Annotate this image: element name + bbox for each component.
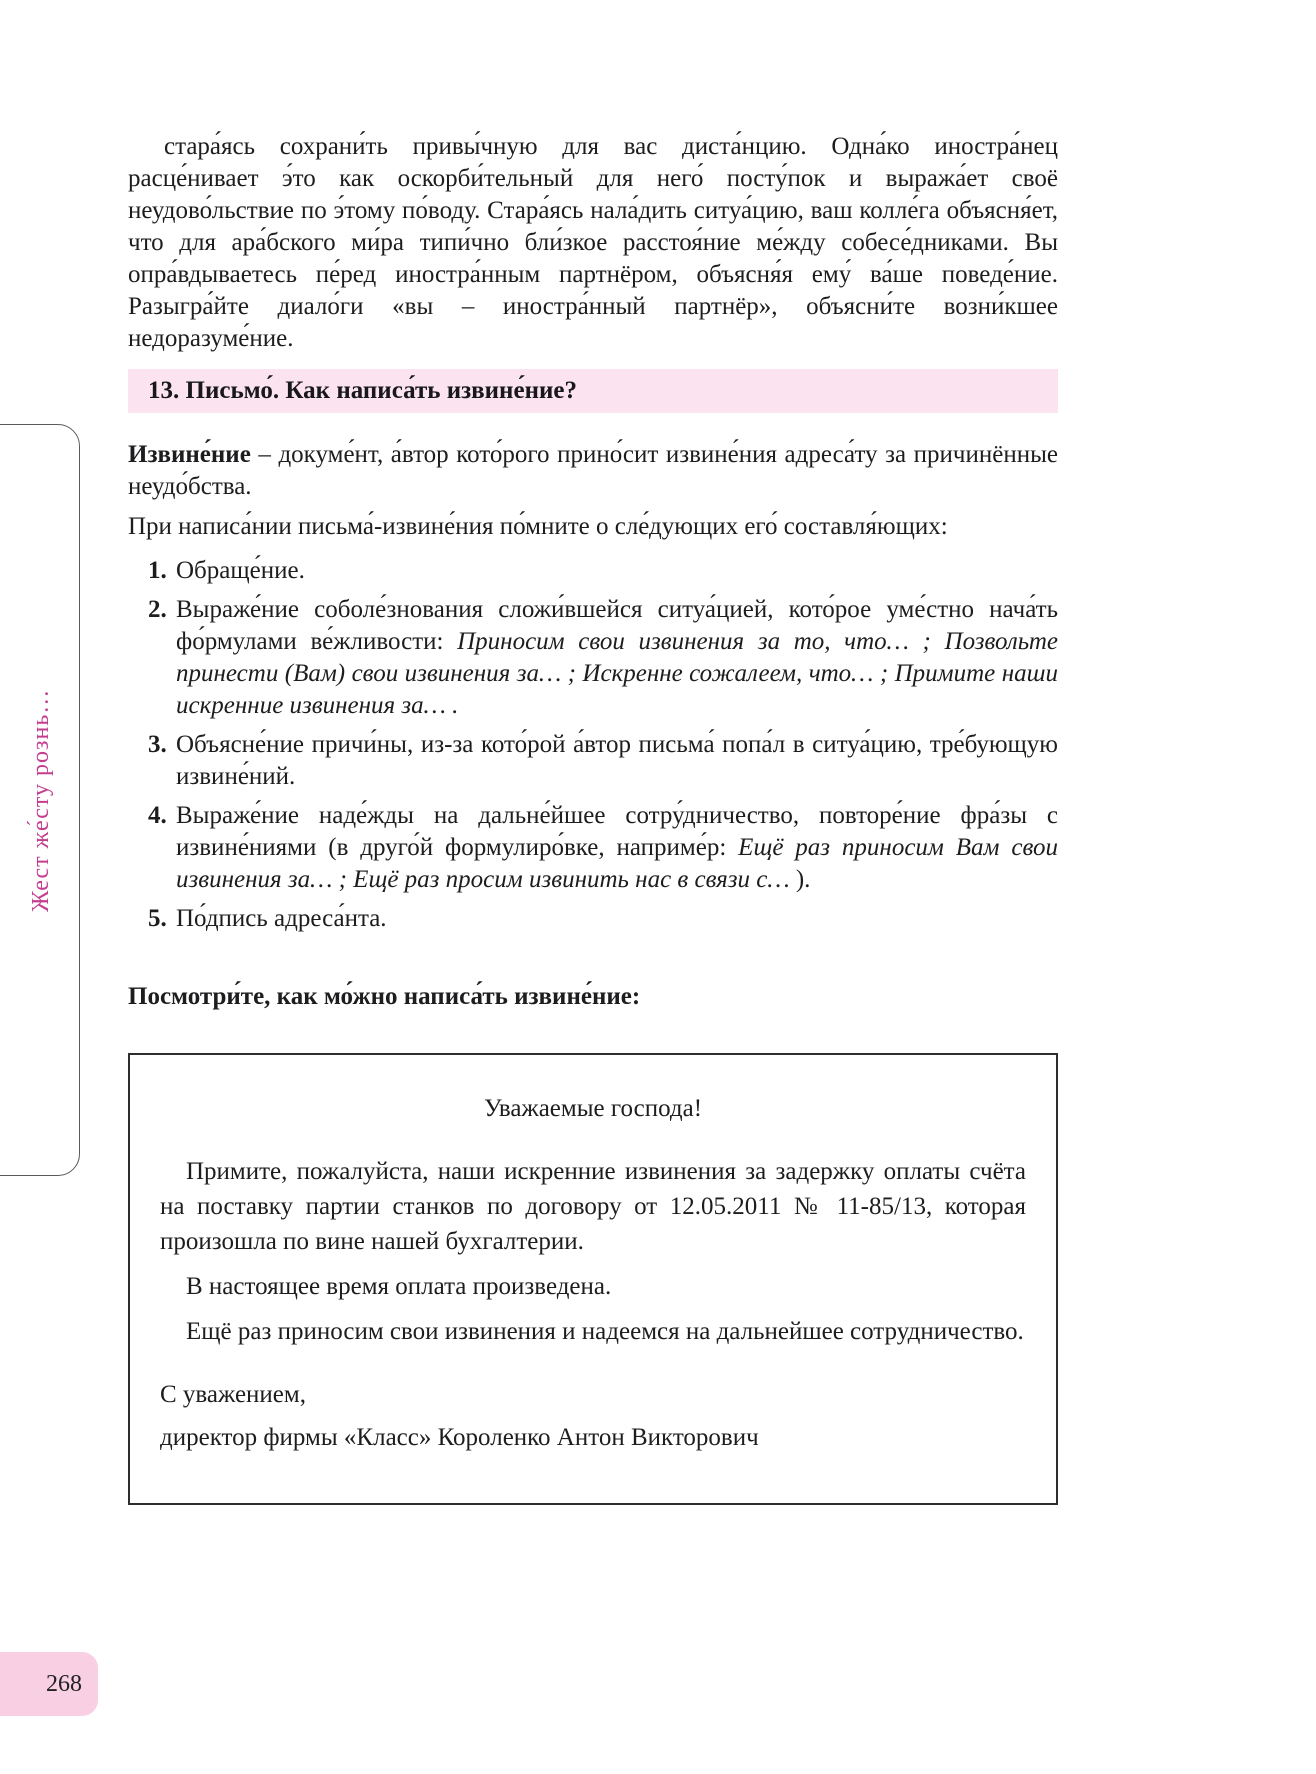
list-item-run: Обраще́ние. [176, 557, 305, 584]
list-item-number: 5. [148, 905, 167, 932]
list-item [148, 729, 1058, 793]
list-item-text [176, 555, 1058, 587]
section-heading-band [128, 369, 1058, 413]
list-item-run-italic: Приносим свои извинения за то, что… ; Позвольте принести (Вам) свои извинения за… ; Искренне сожалеем, что… ; Примите наши искренние извинения за… . [176, 628, 1059, 719]
page-number: 268 [46, 1670, 82, 1697]
sample-letter-box [128, 1053, 1058, 1505]
list-item-run-italic: Ещё раз приносим Вам свои извинения за… ; Ещё раз просим извинить нас в связи с… [176, 834, 1059, 893]
list-item-text [176, 800, 1058, 896]
letter-closing: С уважением, [160, 1381, 306, 1408]
list-item [148, 555, 1058, 587]
list-item-run: Объясне́ние причи́ны, из-за кото́рой а́втор письма́ попа́л в ситуа́цию, тре́бующую извине́ний. [176, 731, 1058, 790]
main-text-column [128, 0, 1058, 1505]
list-item [148, 903, 1058, 935]
list-item-number: 1. [148, 557, 167, 584]
page-number-badge [0, 1652, 98, 1716]
definition-paragraph [128, 439, 1058, 503]
letter-salutation: Уважаемые господа! [483, 1095, 703, 1122]
list-item-run: Выраже́ние соболе́знования сложи́вшейся ситуа́цией, кото́рое уме́стно нача́ть фо́рмулами ве́жливости: [176, 596, 1058, 655]
list-item-number: 3. [148, 731, 167, 758]
letter-paragraph: Примите, пожалуйста, наши искренние извинения за задержку оплаты счёта на поставку партии станков по договору от 12.05.2011 № 11-85/13, которая произошла по вине нашей бухгалтерии. [160, 1158, 1026, 1255]
intro-paragraph: стара́ясь сохрани́ть привы́чную для вас диста́нцию. Одна́ко иностра́нец расце́нивает э́то как оскорби́тельный для него́ посту́пок и выража́ет своё неудово́льствие по э́тому по́воду. Стара́ясь нала́дить ситуа́цию, ваш колле́га объясня́ет, что для ара́бского ми́ра типи́чно бли́зкое расстоя́ние ме́жду собесе́дниками. Вы опра́вдываетесь пе́ред иностра́нным партнёром, объясня́я ему́ ва́ше поведе́ние. Разыгра́йте диало́ги «вы – иностра́нный партнёр», объясни́те возни́кшее недоразуме́ние. [128, 133, 1058, 352]
example-heading: Посмотри́те, как мо́жно написа́ть извине́ние: [128, 983, 641, 1010]
definition-term: Извине́ние [128, 441, 251, 468]
letter-signature: директор фирмы «Класс» Короленко Антон Викторович [160, 1424, 759, 1451]
section-heading-text: 13. Письмо́. Как написа́ть извине́ние? [148, 377, 577, 404]
letter-paragraph: Ещё раз приносим свои извинения и надеемся на дальнейшее сотрудничество. [186, 1318, 1024, 1345]
list-item-text [176, 594, 1058, 722]
chapter-vertical-title: Жест же́сту рознь… [28, 688, 54, 912]
definition-rest: – докуме́нт, а́втор кото́рого прино́сит извине́ния адреса́ту за причинённые неудо́бства. [128, 441, 1058, 500]
lead-paragraph: При написа́нии письма́-извине́ния по́мните о сле́дующих его́ составля́ющих: [128, 513, 948, 540]
components-list [128, 555, 1058, 935]
letter-paragraph: В настоящее время оплата произведена. [186, 1273, 612, 1300]
list-item [148, 800, 1058, 896]
list-item-number: 4. [148, 802, 167, 829]
list-item-text [176, 903, 1058, 935]
list-item-run: ). [795, 866, 811, 893]
list-item-run: Выраже́ние наде́жды на дальне́йшее сотру́дничество, повторе́ние фра́зы с извине́ниями (в друго́й формулиро́вке, наприме́р: [176, 802, 1058, 861]
list-item-text [176, 729, 1058, 793]
list-item-run: По́дпись адреса́нта. [176, 905, 387, 932]
list-item-number: 2. [148, 596, 167, 623]
list-item [148, 594, 1058, 722]
